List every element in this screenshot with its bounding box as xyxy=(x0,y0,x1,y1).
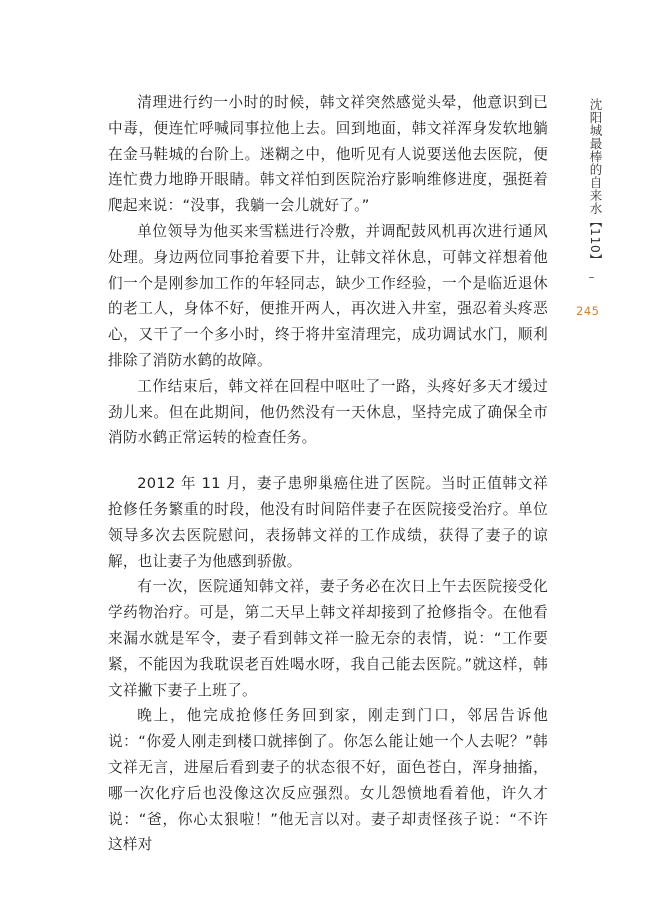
paragraph-2: 单位领导为他买来雪糕进行冷敷，并调配鼓风机再次进行通风处理。身边两位同事抢着要下井，让韩文祥休息，可韩文祥想着他们一个是刚参加工作的年轻同志，缺少工作经验，一个是临近退休的老工人，身体不好，便推开两人，再次进入井室，强忍着头疼恶心，又干了一个多小时，终于将井室清理完，成功调试水门，顺利排除了消防水鹤的故障。 xyxy=(108,222,548,369)
paragraph-4: 2012 年 11 月，妻子患卵巢癌住进了医院。当时正值韩文祥抢修任务繁重的时段，他没有时间陪伴妻子在医院接受治疗。单位领导多次去医院慰问，表扬韩文祥的工作成绩，获得了妻子的谅解，也让妻子为他感到骄傲。 xyxy=(108,475,548,570)
page-number: 245 xyxy=(576,304,600,318)
running-head: 沈阳城最棒的自来水【110】 xyxy=(588,98,603,267)
body-text xyxy=(108,90,548,858)
paragraph-6: 晚上，他完成抢修任务回到家，刚走到门口，邻居告诉他说：“你爱人刚走到楼口就摔倒了。你怎么能让她一个人去呢？”韩文祥无言，进屋后看到妻子的状态很不好，面色苍白，浑身抽搐，哪一次化疗后也没像这次反应强烈。女儿怨愤地看着他，许久才说：“爸，你心太狠啦！”他无言以对。妻子却责怪孩子说：“不许这样对 xyxy=(108,707,548,854)
running-head-divider xyxy=(589,277,594,278)
paragraph-5: 有一次，医院通知韩文祥，妻子务必在次日上午去医院接受化学药物治疗。可是，第二天早上韩文祥却接到了抢修指令。在他看来漏水就是军令，妻子看到韩文祥一脸无奈的表情，说：“工作要紧，不能因为我耽误老百姓喝水呀，我自己能去医院。”就这样，韩文祥撇下妻子上班了。 xyxy=(108,578,548,699)
paragraph-1: 清理进行约一小时的时候，韩文祥突然感觉头晕，他意识到已中毒，便连忙呼喊同事拉他上去。回到地面，韩文祥浑身发软地躺在金马鞋城的台阶上。迷糊之中，他听见有人说要送他去医院，便连忙费力地睁开眼睛。韩文祥怕到医院治疗影响维修进度，强挺着爬起来说：“没事，我躺一会儿就好了。” xyxy=(108,94,548,215)
paragraph-3: 工作结束后，韩文祥在回程中呕吐了一路，头疼好多天才缓过劲儿来。但在此期间，他仍然没有一天休息，坚持完成了确保全市消防水鹤正常运转的检查任务。 xyxy=(108,377,548,447)
